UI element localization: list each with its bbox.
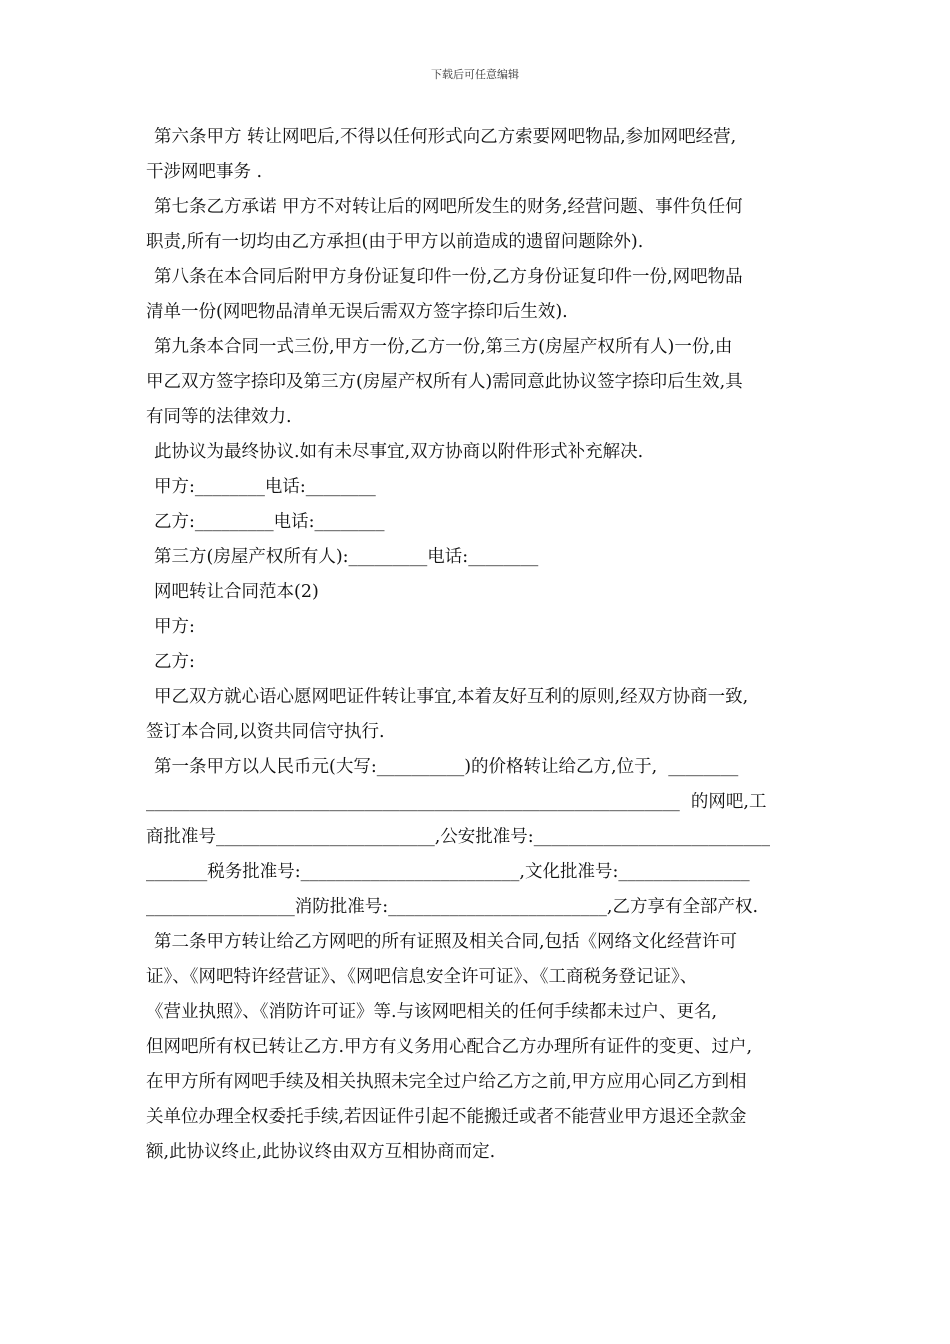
text-line: 商批准号_________________________,公安批准号:___________________________ (146, 827, 770, 847)
text-line: 干涉网吧事务 . (146, 162, 263, 182)
text-line: 此协议为最终协议.如有未尽事宜,双方协商以附件形式补充解决. (154, 442, 644, 462)
text-line: 第二条甲方转让给乙方网吧的所有证照及相关合同,包括《网络文化经营许可 (154, 932, 738, 952)
text-line: 证》、《网吧特许经营证》、《网吧信息安全许可证》、《工商税务登记证》、 (146, 967, 698, 987)
text-line: 清单一份(网吧物品清单无误后需双方签字捺印后生效). (146, 302, 568, 322)
text-line: 但网吧所有权已转让乙方.甲方有义务用心配合乙方办理所有证件的变更、过户, (146, 1037, 753, 1057)
text-line: _________________消防批准号:_________________________,乙方享有全部产权. (146, 897, 759, 917)
text-line: 第九条本合同一式三份,甲方一份,乙方一份,第三方(房屋产权所有人)一份,由 (154, 337, 733, 357)
text-line: 第七条乙方承诺 甲方不对转让后的网吧所发生的财务,经营问题、事件负任何 (154, 197, 743, 217)
text-line: 甲乙双方签字捺印及第三方(房屋产权所有人)需同意此协议签字捺印后生效,具 (146, 372, 743, 392)
document-body (146, 120, 810, 1170)
party-b-label: 乙方: (154, 652, 195, 672)
text-line: 额,此协议终止,此协议终由双方互相协商而定. (146, 1142, 496, 1162)
text-line: 第一条甲方以人民币元(大写:__________)的价格转让给乙方,位于, ________ (154, 757, 739, 777)
text-line: 有同等的法律效力. (146, 407, 292, 427)
text-line: 签订本合同,以资共同信守执行. (146, 722, 385, 742)
text-line: _____________________________________________________________ 的网吧,工 (146, 792, 767, 812)
signature-line-party-a: 甲方:________电话:________ (154, 477, 376, 497)
signature-line-party-b: 乙方:_________电话:________ (154, 512, 385, 532)
text-line: 《营业执照》、《消防许可证》等.与该网吧相关的任何手续都未过户、更名, (146, 1002, 718, 1022)
signature-line-third-party: 第三方(房屋产权所有人):_________电话:________ (154, 547, 539, 567)
text-line: 甲乙双方就心语心愿网吧证件转让事宜,本着友好互利的原则,经双方协商一致, (154, 687, 749, 707)
text-line: 关单位办理全权委托手续,若因证件引起不能搬迁或者不能营业甲方退还全款金 (146, 1107, 747, 1127)
text-line: 第六条甲方 转让网吧后,不得以任何形式向乙方索要网吧物品,参加网吧经营, (154, 127, 737, 147)
text-line: 在甲方所有网吧手续及相关执照未完全过户给乙方之前,甲方应用心同乙方到相 (146, 1072, 747, 1092)
text-line: 第八条在本合同后附甲方身份证复印件一份,乙方身份证复印件一份,网吧物品 (154, 267, 743, 287)
page-header: 下载后可任意编辑 (431, 68, 519, 81)
party-a-label: 甲方: (154, 617, 195, 637)
text-line: 职责,所有一切均由乙方承担(由于甲方以前造成的遗留问题除外). (146, 232, 644, 252)
text-line: _______税务批准号:_________________________,文化批准号:_______________ (146, 862, 750, 882)
section-title: 网吧转让合同范本(2) (154, 582, 319, 602)
